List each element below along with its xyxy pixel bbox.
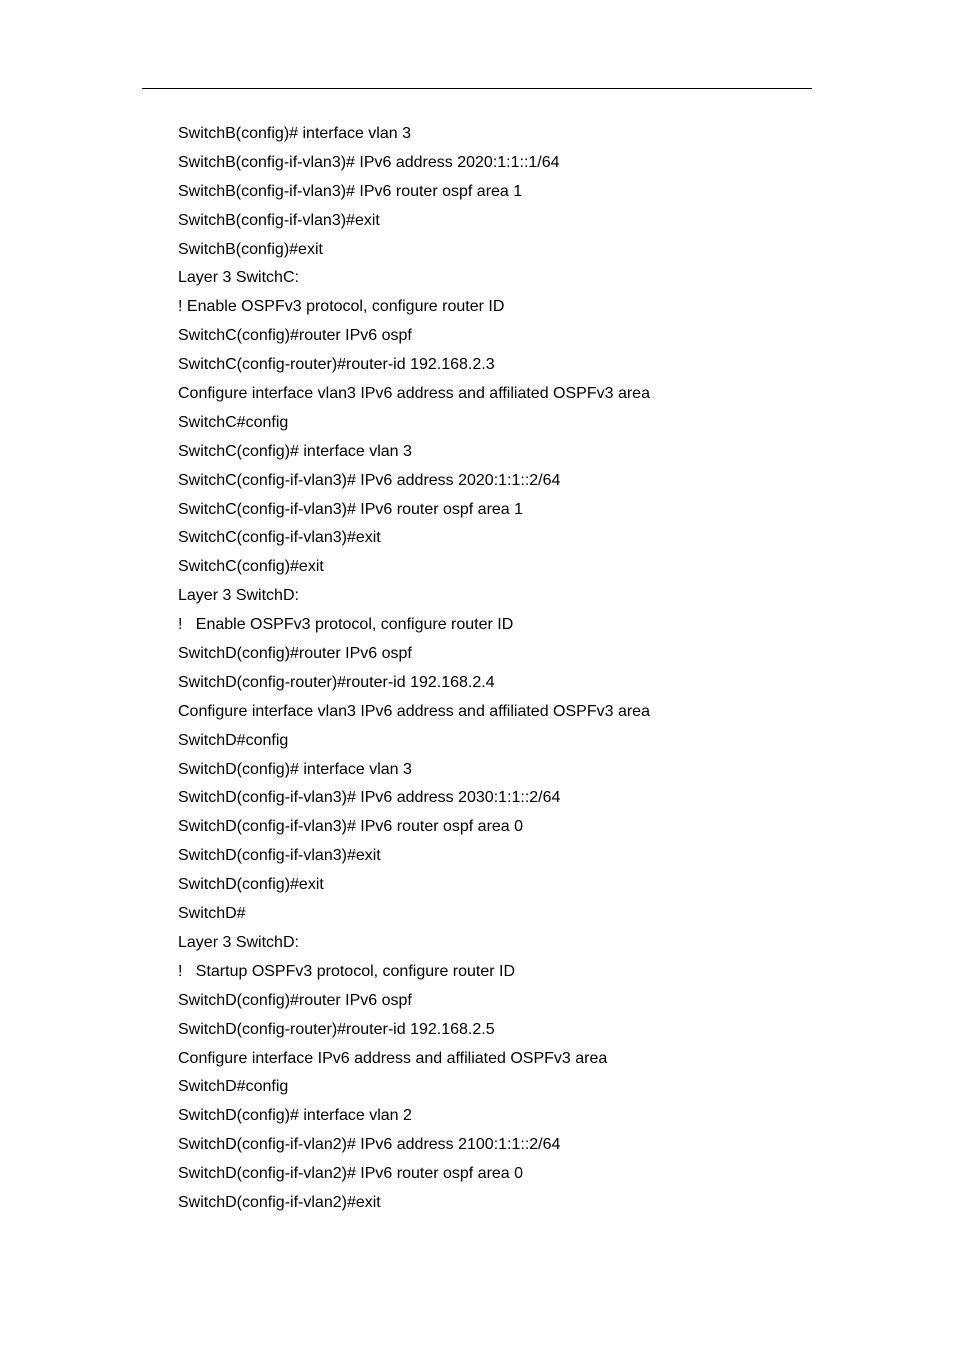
text-line: SwitchD(config-if-vlan2)# IPv6 router ospf area 0 xyxy=(178,1165,524,1183)
comment-line: ! Enable OSPFv3 protocol, configure router ID xyxy=(178,616,514,634)
text-line: SwitchD(config)# interface vlan 2 xyxy=(178,1107,412,1125)
text-line: SwitchB(config-if-vlan3)#exit xyxy=(178,211,380,229)
text-line: SwitchB(config-if-vlan3)# IPv6 router ospf area 1 xyxy=(178,182,523,200)
text-line: SwitchC(config-if-vlan3)#exit xyxy=(178,529,381,547)
text-line: SwitchD(config-router)#router-id 192.168.2.4 xyxy=(178,673,495,691)
text-line: SwitchC(config-router)#router-id 192.168.2.3 xyxy=(178,356,495,374)
text-line: SwitchD(config-if-vlan3)# IPv6 router ospf area 0 xyxy=(178,818,524,836)
section-heading: Layer 3 SwitchD: xyxy=(178,587,299,605)
text-line: SwitchD# xyxy=(178,905,246,923)
description-line: Configure interface vlan3 IPv6 address and affiliated OSPFv3 area xyxy=(178,385,650,403)
text-line: SwitchC#config xyxy=(178,413,289,431)
text-line: SwitchD(config-if-vlan2)#exit xyxy=(178,1193,381,1211)
comment-line: ! Startup OSPFv3 protocol, configure router ID xyxy=(178,962,516,980)
text-line: SwitchC(config)# interface vlan 3 xyxy=(178,442,412,460)
text-line: SwitchC(config-if-vlan3)# IPv6 router ospf area 1 xyxy=(178,500,524,518)
text-line: SwitchD(config-router)#router-id 192.168.2.5 xyxy=(178,1020,495,1038)
section-heading: Layer 3 SwitchC: xyxy=(178,269,299,287)
text-line: SwitchD(config-if-vlan3)#exit xyxy=(178,847,381,865)
text-line: SwitchB(config)# interface vlan 3 xyxy=(178,125,411,142)
text-line: SwitchC(config-if-vlan3)# IPv6 address 2020:1:1::2/64 xyxy=(178,471,561,489)
text-line: SwitchC(config)#exit xyxy=(178,558,324,576)
text-line: SwitchD#config xyxy=(178,731,289,749)
text-line: SwitchB(config-if-vlan3)# IPv6 address 2020:1:1::1/64 xyxy=(178,153,560,171)
config-text-block xyxy=(178,120,878,1218)
section-heading: Layer 3 SwitchD: xyxy=(178,933,299,951)
comment-line: ! Enable OSPFv3 protocol, configure router ID xyxy=(178,298,505,316)
text-line: SwitchD(config-if-vlan3)# IPv6 address 2030:1:1::2/64 xyxy=(178,789,561,807)
header-rule xyxy=(142,88,812,89)
description-line: Configure interface IPv6 address and affiliated OSPFv3 area xyxy=(178,1049,608,1067)
text-line: SwitchD(config-if-vlan2)# IPv6 address 2100:1:1::2/64 xyxy=(178,1136,561,1154)
text-line: SwitchC(config)#router IPv6 ospf xyxy=(178,327,412,345)
text-line: SwitchD(config)#router IPv6 ospf xyxy=(178,645,412,663)
text-line: SwitchB(config)#exit xyxy=(178,240,323,258)
text-line: SwitchD#config xyxy=(178,1078,289,1096)
description-line: Configure interface vlan3 IPv6 address and affiliated OSPFv3 area xyxy=(178,702,650,720)
text-line: SwitchD(config)# interface vlan 3 xyxy=(178,760,412,778)
text-line: SwitchD(config)#exit xyxy=(178,876,324,894)
text-line: SwitchD(config)#router IPv6 ospf xyxy=(178,991,412,1009)
